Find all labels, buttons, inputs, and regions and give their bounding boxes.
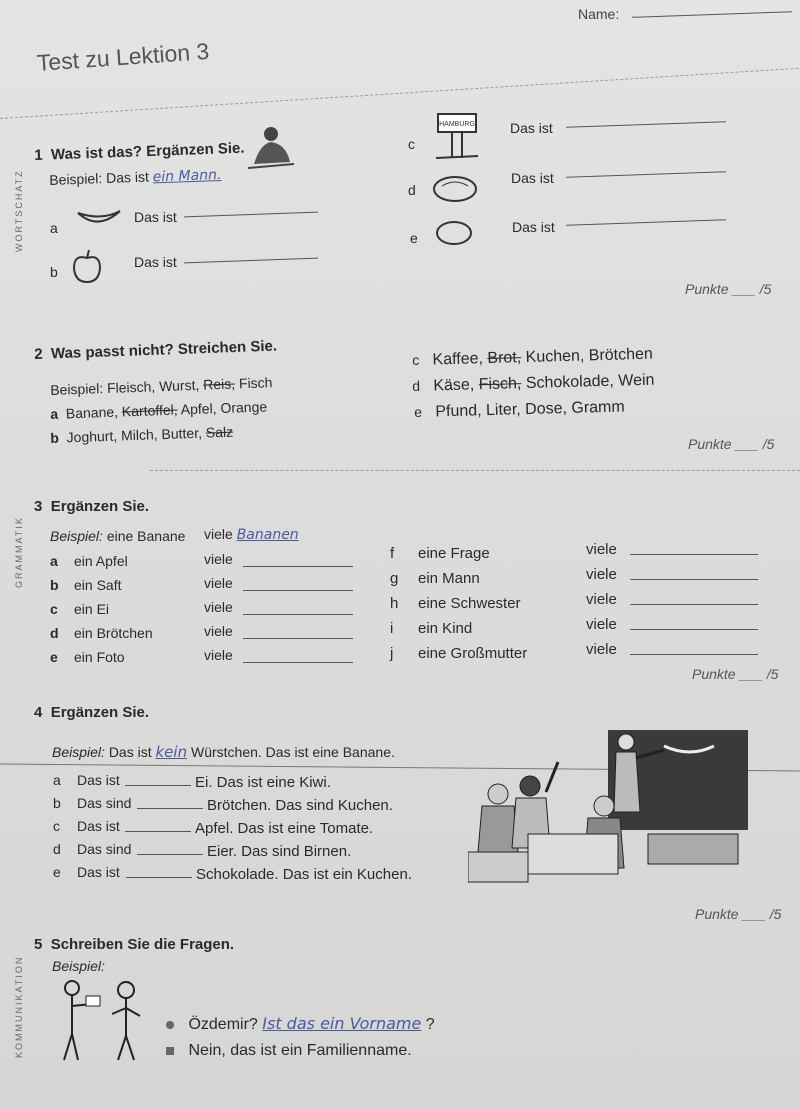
section-divider	[150, 470, 800, 471]
answer-line[interactable]	[137, 854, 203, 855]
item-word: eine Frage	[418, 545, 490, 562]
answer-line[interactable]	[126, 877, 192, 878]
item-letter: b	[50, 264, 58, 280]
section-2-example	[50, 374, 273, 398]
answer-line[interactable]	[630, 579, 758, 580]
item-words: Pfund, Liter, Dose, Gramm	[435, 398, 625, 421]
item-words: Banane,	[65, 403, 119, 422]
section-3-instruction: Ergänzen Sie.	[50, 498, 150, 515]
item-letter: j	[390, 645, 394, 662]
bullet-icon	[166, 1021, 174, 1029]
item-prefix: Das ist	[77, 818, 120, 834]
score-total: /5	[762, 436, 775, 452]
viele-label: viele	[204, 623, 233, 639]
item-prefix: Das sind	[77, 841, 132, 857]
section-1-heading	[34, 140, 245, 164]
section-5-heading	[34, 936, 234, 953]
struck-word: Fisch,	[478, 375, 522, 394]
answer-line[interactable]	[630, 629, 758, 630]
struck-word: Kartoffel,	[121, 401, 178, 420]
header-divider	[0, 68, 798, 119]
answer-line[interactable]	[630, 654, 758, 655]
item-text: Das ist	[510, 120, 553, 136]
item-words-end: Schokolade, Wein	[525, 371, 655, 393]
example-prefix: Das ist	[108, 744, 152, 760]
item-word: eine Großmutter	[418, 645, 528, 662]
item-letter: c	[53, 818, 60, 834]
section-4-score: Punkte ___ /5	[695, 906, 782, 922]
item-letter: c	[50, 601, 58, 617]
answer-line[interactable]	[125, 831, 191, 832]
item-words: Kaffee,	[432, 350, 484, 369]
side-label-wortschatz: WORTSCHATZ	[14, 169, 24, 252]
answer-line-e[interactable]	[566, 219, 726, 226]
item-prefix: Das sind	[77, 795, 132, 811]
viele-label: viele	[586, 566, 617, 583]
example-words: Fleisch, Wurst,	[106, 376, 200, 397]
example-struck-word: Reis,	[202, 375, 236, 393]
example-suffix: Würstchen. Das ist eine Banane.	[190, 744, 395, 760]
square-bullet-icon	[166, 1047, 174, 1055]
dialog-question	[166, 1014, 435, 1034]
item-suffix: Schokolade. Das ist ein Kuchen.	[196, 866, 412, 883]
example-label: Beispiel:	[52, 744, 105, 760]
item-word: ein Kind	[418, 620, 473, 637]
punkte-label: Punkte	[692, 666, 736, 682]
classroom-illustration-icon	[468, 722, 754, 888]
item-letter: d	[53, 841, 61, 857]
item-words: Käse,	[433, 376, 475, 395]
example-answer: kein	[155, 743, 188, 761]
name-line[interactable]	[632, 11, 792, 18]
viele-label: viele	[204, 551, 233, 567]
section-1-score: Punkte ___ /5	[685, 281, 772, 297]
answer-line[interactable]	[243, 614, 353, 615]
item-word: ein Apfel	[74, 553, 128, 569]
section-1-number: 1	[34, 146, 43, 164]
example-answer: Bananen	[236, 527, 299, 543]
section-2-item-c[interactable]	[412, 346, 653, 370]
item-text: Das ist	[512, 219, 555, 235]
viele-label: viele	[586, 641, 617, 658]
example-label: Beispiel:	[50, 380, 104, 398]
answer-line[interactable]	[125, 785, 191, 786]
item-word: ein Brötchen	[74, 625, 153, 641]
item-letter: i	[390, 620, 394, 637]
section-2-item-d[interactable]	[412, 372, 655, 396]
item-text: Das ist	[134, 209, 177, 225]
side-label-grammatik: GRAMMATIK	[14, 516, 24, 588]
item-letter: c	[408, 136, 415, 152]
item-word: ein Ei	[74, 601, 110, 617]
item-suffix: Eier. Das sind Birnen.	[207, 843, 352, 860]
section-3-score: Punkte ___ /5	[692, 666, 779, 682]
score-total: /5	[769, 906, 782, 922]
item-prefix: Das ist	[77, 772, 120, 788]
viele-label: viele	[204, 599, 233, 615]
answer-line[interactable]	[243, 566, 353, 567]
section-2-item-b[interactable]	[50, 424, 233, 446]
item-letter: g	[390, 570, 399, 587]
punkte-label: Punkte	[685, 281, 729, 297]
section-4-heading	[34, 704, 149, 721]
score-total: /5	[759, 281, 772, 297]
item-words-end: Kuchen, Brötchen	[525, 345, 654, 367]
station-sign-text: HAMBURG	[439, 121, 475, 128]
banana-icon	[76, 205, 122, 231]
item-word: eine Schwester	[418, 595, 521, 612]
viele-label: viele	[586, 616, 617, 633]
section-5-example-label: Beispiel:	[52, 958, 105, 974]
item-text: Das ist	[134, 254, 177, 270]
apple-icon	[70, 248, 104, 286]
item-letter: h	[390, 595, 399, 612]
viele-label: viele	[204, 526, 233, 542]
item-letter: d	[50, 625, 59, 641]
answer-line[interactable]	[243, 638, 353, 639]
item-letter: e	[414, 403, 423, 420]
example-words-end: Fisch	[238, 374, 273, 392]
example-label: Beispiel:	[50, 528, 103, 544]
answer-line[interactable]	[243, 662, 353, 663]
item-letter: b	[53, 795, 61, 811]
item-letter: f	[390, 545, 395, 562]
page-title: Test zu Lektion 3	[36, 37, 211, 76]
viele-label: viele	[586, 591, 617, 608]
item-text: Das ist	[511, 170, 554, 186]
answer-line-c[interactable]	[566, 121, 726, 128]
dialog-answer	[166, 1042, 412, 1060]
item-suffix: Ei. Das ist eine Kiwi.	[195, 774, 331, 791]
item-prefix: Das ist	[77, 864, 120, 880]
struck-word: Brot,	[487, 349, 522, 368]
score-total: /5	[766, 666, 779, 682]
section-4-number: 4	[34, 704, 43, 721]
example-word: eine Banane	[106, 528, 186, 544]
section-5-instruction: Schreiben Sie die Fragen.	[50, 936, 235, 953]
item-letter: a	[50, 220, 58, 236]
section-2-item-a[interactable]	[50, 398, 267, 422]
item-word: ein Foto	[74, 649, 125, 665]
item-letter: a	[53, 772, 61, 788]
question-answer: Ist das ein Vorname	[262, 1014, 422, 1033]
struck-word: Salz	[205, 423, 234, 441]
side-label-kommunikation: KOMMUNIKATION	[14, 955, 24, 1058]
section-3-example	[50, 528, 185, 544]
item-words: Joghurt, Milch, Butter,	[66, 424, 203, 446]
item-suffix: Apfel. Das ist eine Tomate.	[195, 820, 374, 837]
section-1-example-prefix: Beispiel: Das ist	[49, 168, 150, 188]
question-mark: ?	[425, 1016, 435, 1033]
viele-label: viele	[204, 575, 233, 591]
section-2-number: 2	[34, 345, 43, 363]
section-2-score: Punkte ___ /5	[688, 436, 775, 452]
bread-icon	[430, 174, 480, 204]
answer-line-b[interactable]	[184, 258, 318, 264]
name-label: Name:	[578, 6, 620, 22]
egg-icon	[432, 218, 476, 248]
section-1-example-answer: ein Mann.	[152, 166, 222, 186]
section-5-number: 5	[34, 936, 43, 953]
answer-line[interactable]	[137, 808, 203, 809]
item-letter: c	[412, 351, 420, 368]
item-letter: a	[50, 553, 58, 569]
section-1-example	[49, 166, 222, 189]
punkte-label: Punkte	[688, 436, 732, 452]
section-2-heading	[34, 338, 277, 363]
viele-label: viele	[204, 647, 233, 663]
answer-line-a[interactable]	[184, 212, 318, 218]
answer-text: Nein, das ist ein Familienname.	[188, 1042, 412, 1059]
example-viele	[204, 526, 299, 543]
item-letter: e	[53, 864, 61, 880]
man-icon	[246, 124, 296, 170]
viele-label: viele	[586, 541, 617, 558]
section-3-number: 3	[34, 498, 43, 515]
item-word: ein Saft	[74, 577, 122, 593]
item-letter: b	[50, 577, 59, 593]
station-sign-icon	[432, 112, 482, 164]
item-word: ein Mann	[418, 570, 480, 587]
item-suffix: Brötchen. Das sind Kuchen.	[207, 797, 393, 814]
answer-line[interactable]	[243, 590, 353, 591]
answer-line-d[interactable]	[566, 171, 726, 178]
item-letter: d	[408, 182, 416, 198]
item-letter: a	[50, 405, 59, 422]
section-4-instruction: Ergänzen Sie.	[50, 704, 150, 721]
item-letter: d	[412, 377, 421, 394]
question-prefix: Özdemir?	[188, 1016, 258, 1033]
two-people-icon	[56, 978, 156, 1064]
answer-line[interactable]	[630, 604, 758, 605]
item-words-end: Apfel, Orange	[180, 398, 268, 418]
answer-line[interactable]	[630, 554, 758, 555]
section-4-example	[52, 743, 395, 761]
item-letter: e	[50, 649, 58, 665]
section-2-item-e[interactable]	[414, 398, 625, 422]
section-2-instruction: Was passt nicht? Streichen Sie.	[50, 337, 278, 363]
section-3-heading	[34, 498, 149, 515]
item-letter: e	[410, 230, 418, 246]
item-letter: b	[50, 429, 60, 446]
punkte-label: Punkte	[695, 906, 739, 922]
section-1-instruction: Was ist das? Ergänzen Sie.	[50, 139, 245, 164]
